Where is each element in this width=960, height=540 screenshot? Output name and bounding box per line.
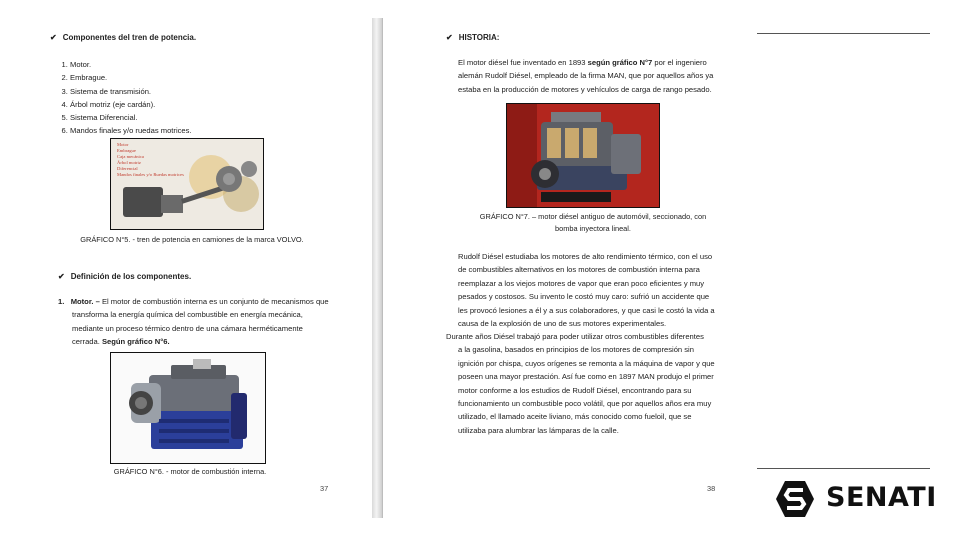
figure-7-caption [462, 211, 724, 235]
figure-5-drivetrain-image [110, 138, 264, 230]
definition-last-line [58, 335, 330, 348]
senati-logo-icon [775, 480, 815, 518]
book-gutter [372, 18, 382, 518]
paragraph-line: a la gasolina, basados en principios de los motores de compresión sin [458, 345, 694, 355]
history-paragraph-2 [458, 250, 720, 330]
section-heading-definitions: ✔ Definición de los componentes. [58, 272, 192, 281]
paragraph-text: por el ingeniero [654, 58, 707, 67]
paragraph-line: poseen una mayor prestación. Así fue como en 1897 MAN produjo el primer [458, 372, 714, 382]
page-number-right: 38 [707, 484, 716, 493]
figure-5-labels [117, 142, 184, 178]
figure-7-sectioned-engine-image [506, 103, 660, 208]
components-list [52, 58, 312, 138]
definition-number: 1. [58, 297, 65, 306]
history-paragraph-3 [446, 330, 720, 437]
definition-motor [58, 295, 330, 349]
paragraph-line: funcionamiento un combustible poco volátil, que por aquellos años era muy [458, 399, 712, 409]
history-paragraph-1 [458, 56, 720, 96]
page-number-left: 37 [320, 484, 329, 493]
list-item: 4. Árbol motriz (eje cardán). [70, 98, 312, 111]
paragraph-line: estaba en la producción de motores y vehículos de carga de rango pesado. [458, 84, 712, 94]
figure-reference: Según gráfico N°6. [101, 337, 170, 347]
figure-label: Embrague [117, 148, 136, 153]
figure-label: Árbol motriz [117, 160, 141, 165]
engine-illustration [111, 353, 265, 463]
figure-label: Caja mecánica [117, 154, 144, 159]
paragraph-line: causa de la explosión de uno de sus motores experimentales. [458, 319, 667, 329]
figure-5-caption: GRÁFICO N°5. - tren de potencia en camiones de la marca VOLVO. [80, 235, 304, 244]
definition-line: cerrada. [72, 337, 100, 347]
paragraph-line: les provocó lesiones a él y a sus colaboradores, y que casi le costó la vida a [458, 305, 715, 315]
paragraph-line: pesados y costosos. Su invento le costó muy caro: sufrió un accidente que [458, 292, 710, 302]
figure-label: Mandos finales y/o Ruedas motrices [117, 172, 184, 177]
checkmark-icon: ✔ [446, 33, 453, 42]
paragraph-text: El motor diésel fue inventado en 1893 [458, 58, 586, 67]
definition-term: Motor. – [70, 297, 100, 306]
list-item: 2. Embrague. [70, 71, 312, 84]
paragraph-line: Durante años Diésel trabajó para poder utilizar otros combustibles diferentes [446, 332, 704, 341]
caption-line: GRÁFICO N°7. – motor diésel antiguo de automóvil, seccionado, con [479, 212, 707, 221]
history-heading: ✔ HISTORIA: [446, 33, 500, 42]
paragraph-line: ignición por chispa, cuyos orígenes se remonta a la máquina de vapor y que [458, 358, 715, 368]
list-item: 3. Sistema de transmisión. [70, 85, 312, 98]
definition-line: El motor de combustión interna es un conjunto de mecanismos que [101, 297, 329, 306]
checkmark-icon: ✔ [50, 33, 57, 42]
checkmark-icon: ✔ [58, 272, 65, 281]
paragraph-line: reemplazar a los viejos motores de vapor que eran poco eficientes y muy [458, 278, 705, 288]
paragraph-line: Rudolf Diésel estudiaba los motores de alto rendimiento térmico, con el uso [458, 252, 713, 261]
figure-label: Diferencial [117, 166, 138, 171]
list-item: 1. Motor. [70, 58, 312, 71]
sectioned-engine-illustration [507, 104, 659, 207]
figure-6-caption: GRÁFICO N°6. - motor de combustión interna. [113, 467, 267, 476]
paragraph-line: alemán Rudolf Diésel, empleado de la firma MAN, que por aquellos años ya [458, 71, 714, 81]
paragraph-line [458, 56, 720, 69]
paragraph-line: utilizaba para alumbrar las lámparas de la calle. [458, 425, 619, 435]
figure-6-engine-image [110, 352, 266, 464]
figure-reference: según gráfico N°7 [587, 58, 653, 67]
paragraph-line: utilizado, el llamado aceite liviano, más conocido como fueloil, que se [458, 412, 692, 422]
definition-line: mediante un proceso térmico dentro de una cámara herméticamente [72, 323, 303, 333]
caption-line: bomba inyectora lineal. [554, 224, 631, 233]
gutter-divider [382, 18, 383, 518]
bottom-rule [757, 468, 930, 469]
senati-brand-name: SENATI [826, 482, 937, 513]
definition-line: transforma la energía química del combustible en energía mecánica, [72, 310, 303, 320]
list-item: 6. Mandos finales y/o ruedas motrices. [70, 124, 312, 137]
list-item: 5. Sistema Diferencial. [70, 111, 312, 124]
section-heading-components: ✔ Componentes del tren de potencia. [50, 33, 197, 42]
paragraph-line: de combustibles alternativos en los motores de combustión interna para [458, 265, 700, 275]
top-rule [757, 33, 930, 34]
figure-label: Motor [117, 142, 129, 147]
paragraph-line: motor conforme a los estudios de Rudolf Diésel, encontrando para su [458, 385, 692, 395]
definition-paragraph [58, 295, 330, 308]
